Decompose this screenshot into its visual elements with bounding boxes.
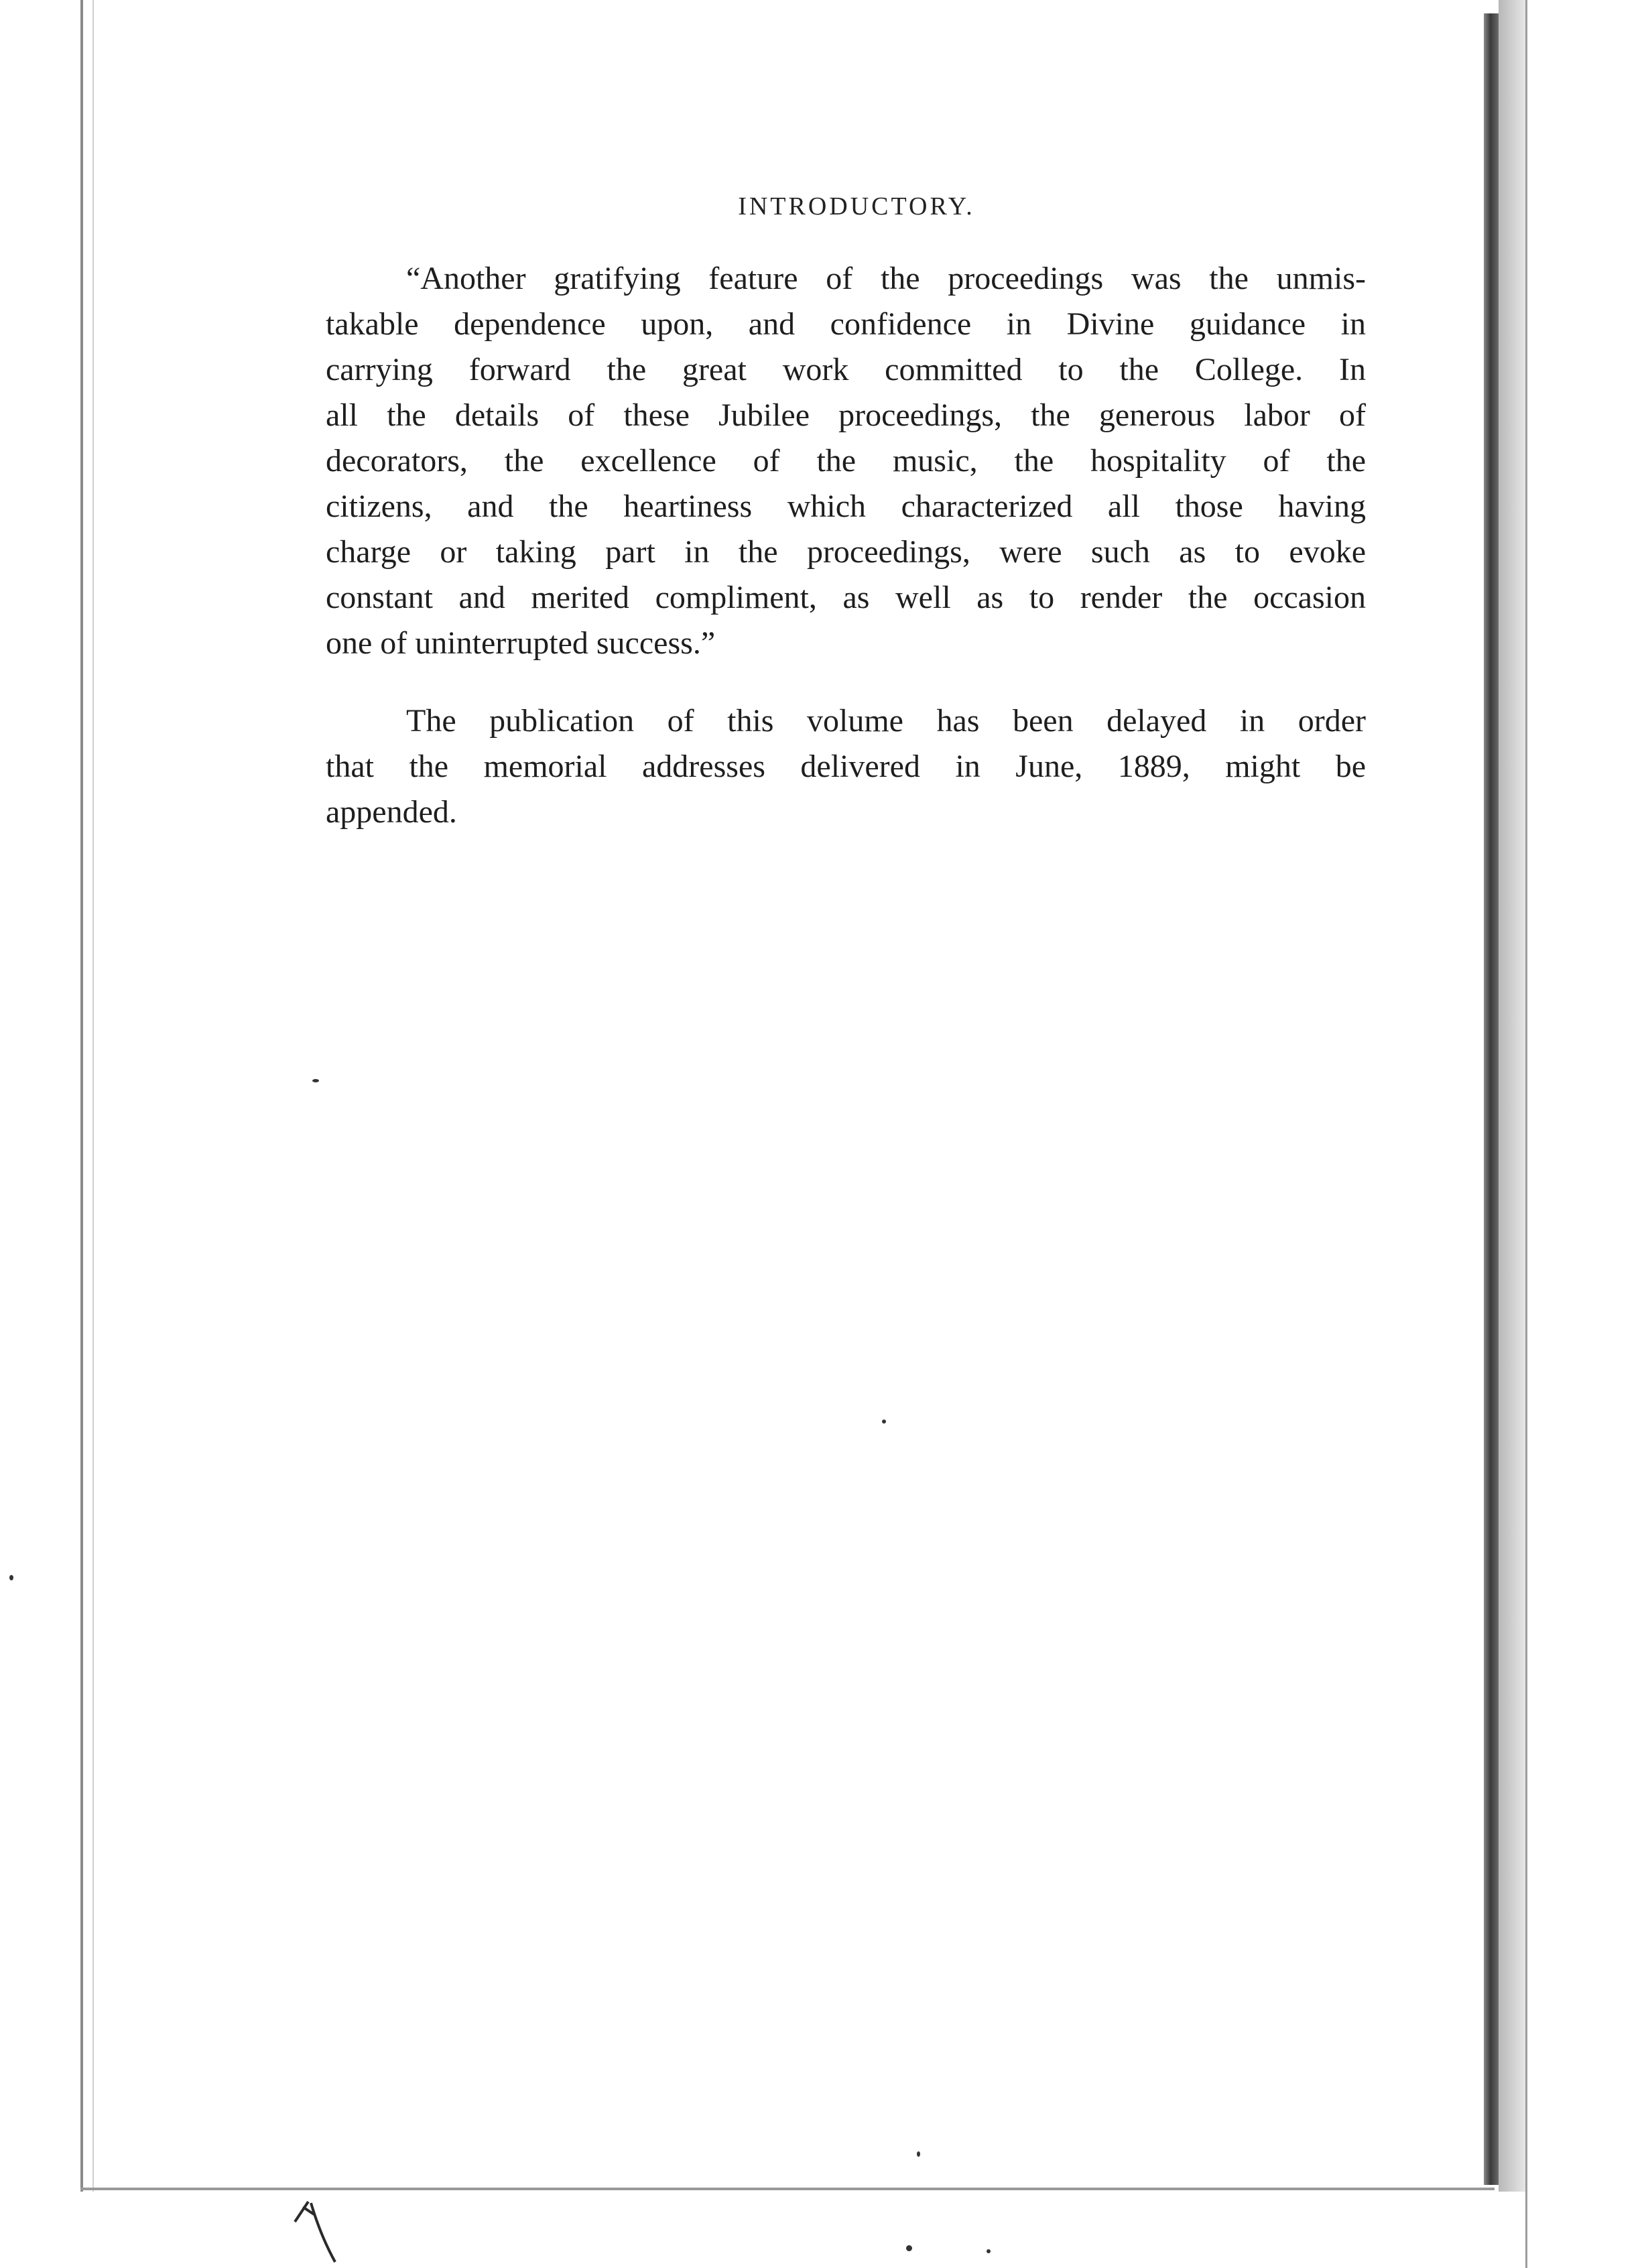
paragraph-publication-note (326, 698, 1366, 835)
text-line: citizens, and the heartiness which characterized all those having (326, 489, 1366, 524)
text-line: takable dependence upon, and confidence in Divine guidance in (326, 306, 1366, 342)
page-left-inner-edge (92, 0, 94, 2192)
text-line: “Another gratifying feature of the proceedings was the unmis- (406, 261, 1366, 296)
book-binding-shadow (1484, 13, 1499, 2185)
scan-speck (882, 1420, 886, 1424)
text-line: The publication of this volume has been delayed in order (406, 703, 1366, 739)
body-text (326, 256, 1366, 835)
text-line: carrying forward the great work committed to the College. In (326, 352, 1366, 387)
running-head: INTRODUCTORY. (738, 192, 975, 220)
text-line: one of uninterrupted success.” (326, 625, 716, 661)
scan-speck (312, 1079, 319, 1082)
scan-speck (917, 2151, 920, 2157)
facing-page-strip (1499, 0, 1525, 2192)
page-bottom-edge (80, 2188, 1495, 2190)
right-edge-line (1525, 0, 1527, 2268)
scan-speck (9, 1575, 13, 1580)
paragraph-quote (326, 256, 1366, 666)
text-line: that the memorial addresses delivered in June, 1889, might be (326, 749, 1366, 784)
text-line: all the details of these Jubilee proceedings, the generous labor of (326, 397, 1366, 433)
text-line: appended. (326, 794, 457, 830)
scan-speck (987, 2249, 991, 2253)
text-line: decorators, the excellence of the music, the hospitality of the (326, 443, 1366, 479)
page-left-edge (80, 0, 83, 2192)
scan-speck (906, 2245, 912, 2251)
scan-scratch-mark (288, 2195, 342, 2268)
text-line: constant and merited compliment, as well as to render the occasion (326, 580, 1366, 615)
text-line: charge or taking part in the proceedings, were such as to evoke (326, 534, 1366, 570)
